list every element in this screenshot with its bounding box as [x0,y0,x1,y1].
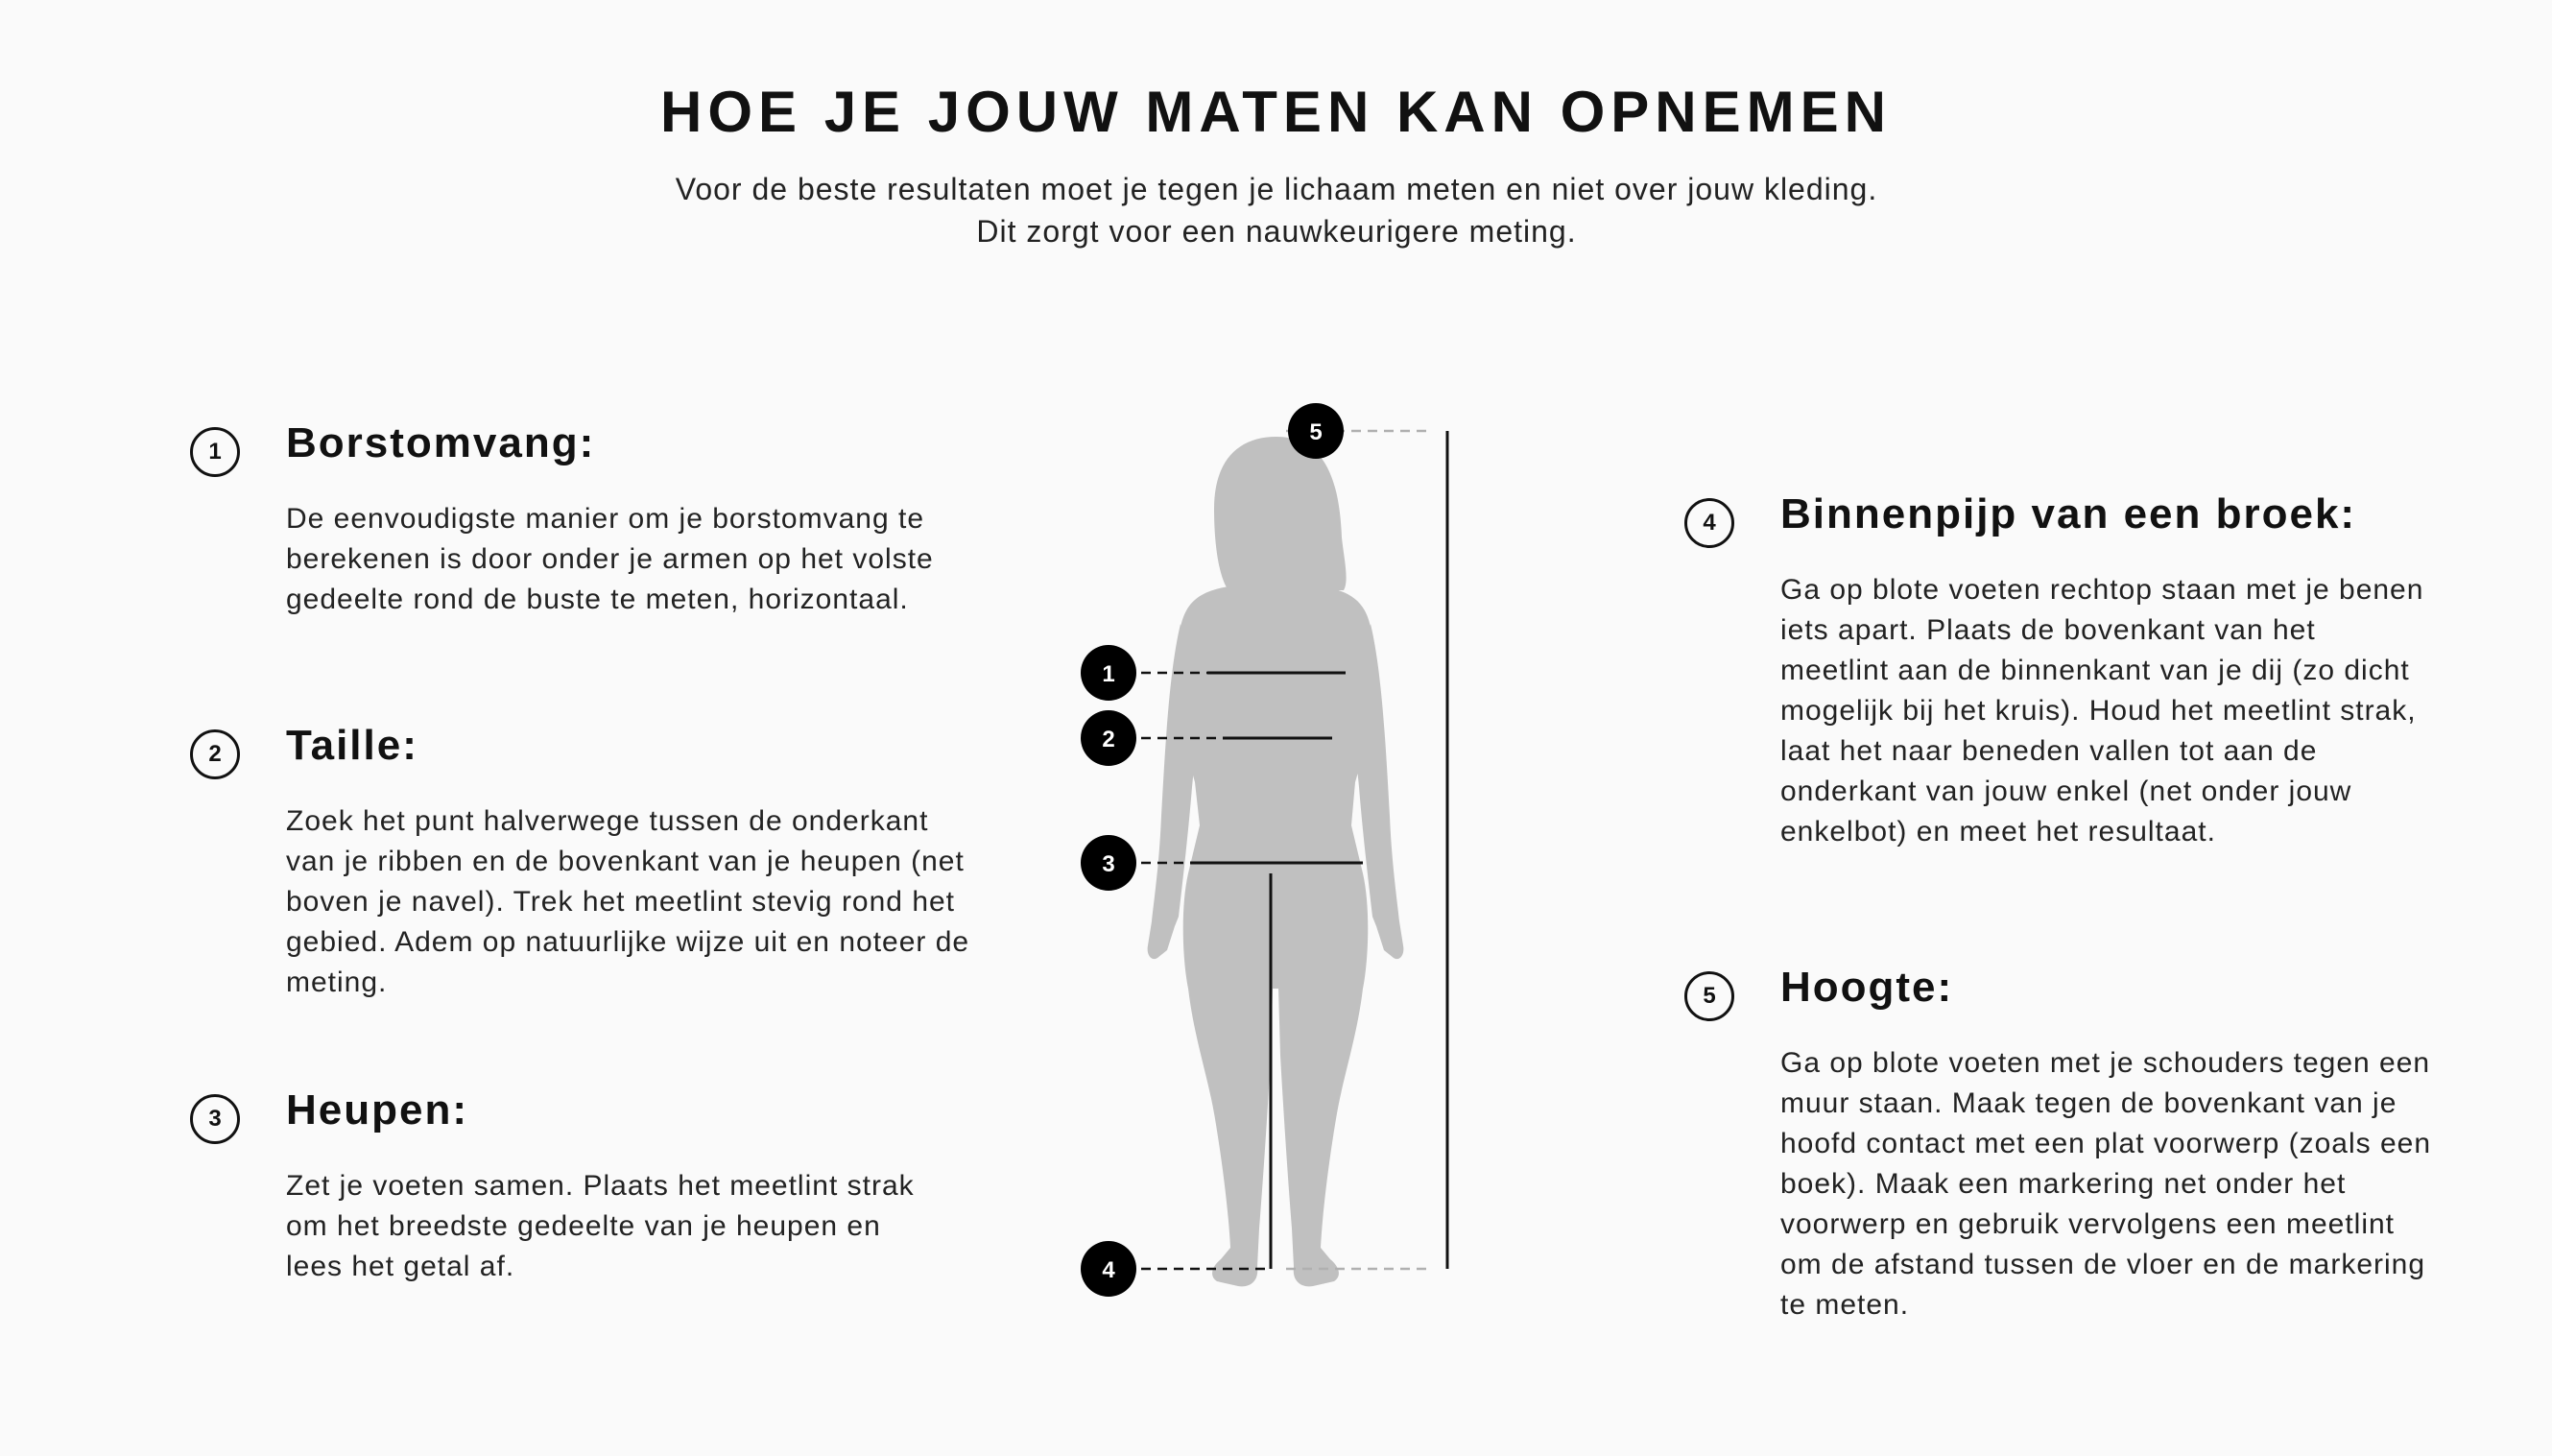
marker-1 [1081,645,1136,701]
section-description: De eenvoudigste manier om je borstomvang te berekenen is door onder je armen op het volste gedeelte rond de buste te meten, horizontaal. [286,503,934,615]
body-measurement-figure [1056,384,1516,1325]
marker-5 [1288,403,1344,459]
step-number-badge: 5 [1684,971,1734,1021]
step-number-badge: 3 [190,1094,240,1144]
section-title: Heupen: [286,1086,468,1134]
marker-label: 2 [1102,727,1115,752]
marker-2 [1081,710,1136,766]
section-title: Taille: [286,722,418,769]
step-number-badge: 1 [190,427,240,477]
page-subtitle: Voor de beste resultaten moet je tegen je lichaam meten en niet over jouw kleding. Dit zorgt voor een nauwkeurigere meting. [675,172,1878,249]
step-number-badge: 4 [1684,498,1734,548]
marker-3 [1081,835,1136,891]
page-title: HOE JE JOUW MATEN KAN OPNEMEN [660,80,1892,144]
section-description: Ga op blote voeten rechtop staan met je benen iets apart. Plaats de bovenkant van het meetlint aan de binnenkant van je dij (zo dicht mogelijk bij het kruis). Houd het meetlint strak, laat het naar beneden vallen tot aan de onderkant van jouw enkel (net onder jouw enkelbot) en meet het resultaat. [1780,574,2424,847]
section-title: Borstomvang: [286,419,596,466]
marker-label: 3 [1102,851,1115,877]
section-title: Binnenpijp van een broek: [1780,490,2357,537]
section-description: Zoek het punt halverwege tussen de onderkant van je ribben en de bovenkant van je heupen (net boven je navel). Trek het meetlint stevig rond het gebied. Adem op natuurlijke wijze uit en noteer de meting. [286,805,970,998]
section-title: Hoogte: [1780,964,1954,1011]
marker-4 [1081,1241,1136,1297]
step-number-badge: 2 [190,729,240,779]
marker-label: 4 [1102,1257,1115,1283]
marker-label: 1 [1102,661,1115,687]
section-description: Ga op blote voeten met je schouders tegen een muur staan. Maak tegen de bovenkant van je hoofd contact met een plat voorwerp (zoals een boek). Maak een markering net onder het voorwerp en gebruik vervolgens een meetlint om de afstand tussen de vloer en de markering te meten. [1780,1047,2432,1321]
marker-label: 5 [1309,419,1323,445]
section-description: Zet je voeten samen. Plaats het meetlint strak om het breedste gedeelte van je heupen en lees het getal af. [286,1170,915,1282]
